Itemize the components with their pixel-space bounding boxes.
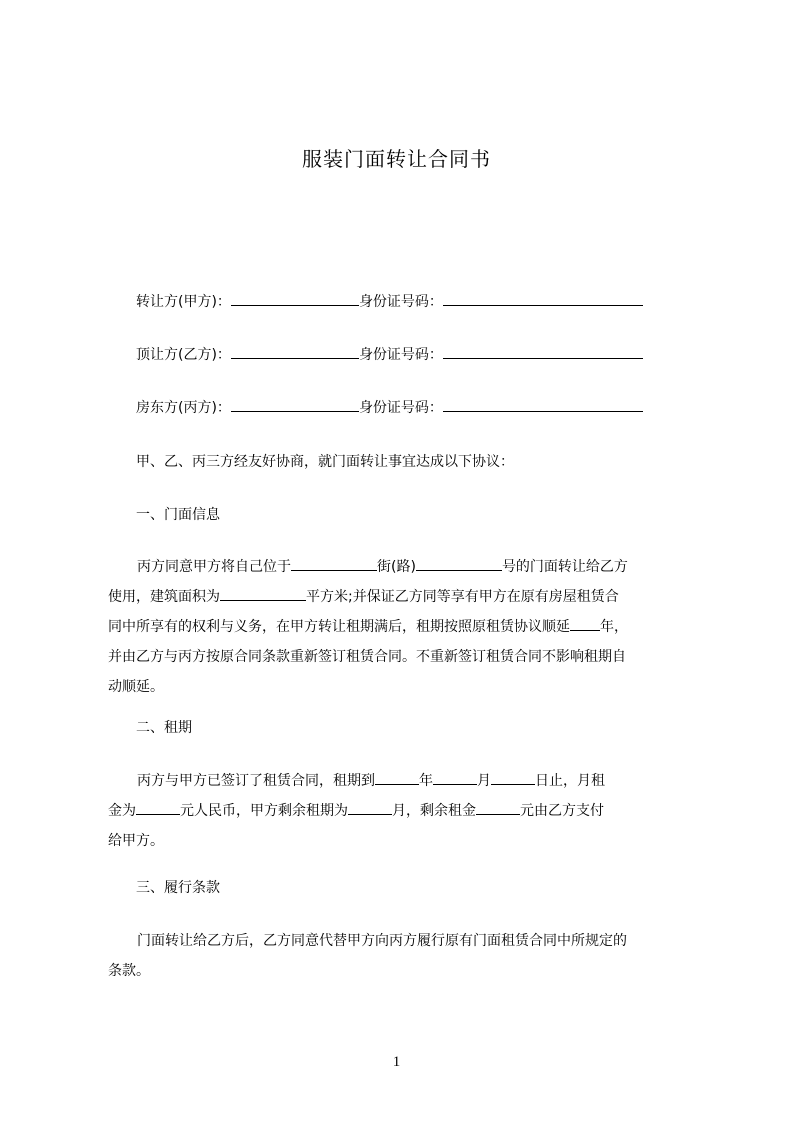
end-year-blank <box>375 770 419 785</box>
section-3-body <box>108 926 700 986</box>
party-label: 转让方(甲方)： <box>136 294 231 310</box>
id-blank <box>443 344 643 359</box>
party-label: 房东方(丙方)： <box>136 400 231 416</box>
remaining-rent-blank <box>476 800 520 815</box>
party-row-landlord <box>136 397 643 418</box>
street-blank <box>291 556 377 571</box>
name-blank <box>231 344 359 359</box>
monthly-rent-blank <box>136 800 180 815</box>
party-row-transferee <box>136 344 643 365</box>
id-blank <box>443 397 643 412</box>
name-blank <box>231 291 359 306</box>
party-row-transferor <box>136 291 643 312</box>
id-label: 身份证号码： <box>358 294 443 310</box>
area-blank <box>220 586 306 601</box>
section-2-heading: 二、租期 <box>136 720 192 736</box>
section-1-heading: 一、门面信息 <box>136 507 220 523</box>
id-blank <box>443 291 643 306</box>
page-number: 1 <box>392 1054 401 1070</box>
id-label: 身份证号码： <box>358 347 443 363</box>
name-blank <box>231 397 359 412</box>
section-2-line-2: 金为 元人民币，甲方剩余租期为 月，剩余租金 元由乙方支付 <box>108 796 700 826</box>
end-day-blank <box>491 770 535 785</box>
party-label: 顶让方(乙方)： <box>136 347 231 363</box>
years-blank <box>570 616 600 631</box>
section-2-line-3: 给甲方。 <box>108 833 164 849</box>
remaining-months-blank <box>348 800 392 815</box>
section-3-line-1: 门面转让给乙方后，乙方同意代替甲方向丙方履行原有门面租赁合同中所规定的 <box>137 933 627 949</box>
section-3-heading: 三、履行条款 <box>136 880 220 896</box>
section-2-body <box>108 766 700 856</box>
section-1-body <box>108 552 700 702</box>
document-title: 服装门面转让合同书 <box>302 147 491 171</box>
section-1-line-2: 使用，建筑面积为 平方米;并保证乙方同等享有甲方在原有房屋租赁合 <box>108 582 700 612</box>
section-3-line-2: 条款。 <box>108 963 150 979</box>
section-1-line-3: 同中所享有的权利与义务，在甲方转让租期满后，租期按照原租赁协议顺延 年， <box>108 612 700 642</box>
section-1-line-5: 动顺延。 <box>108 679 164 695</box>
intro-text: 甲、乙、丙三方经友好协商，就门面转让事宜达成以下协议： <box>136 454 514 470</box>
id-label: 身份证号码： <box>358 400 443 416</box>
end-month-blank <box>433 770 477 785</box>
section-1-line-1: 丙方同意甲方将自己位于 街(路) 号的门面转让给乙方 <box>108 552 700 582</box>
section-2-line-1: 丙方与甲方已签订了租赁合同，租期到 年 月 日止，月租 <box>108 766 700 796</box>
number-blank <box>416 556 502 571</box>
section-1-line-4: 并由乙方与丙方按原合同条款重新签订租赁合同。不重新签订租赁合同不影响租期自 <box>108 649 626 665</box>
